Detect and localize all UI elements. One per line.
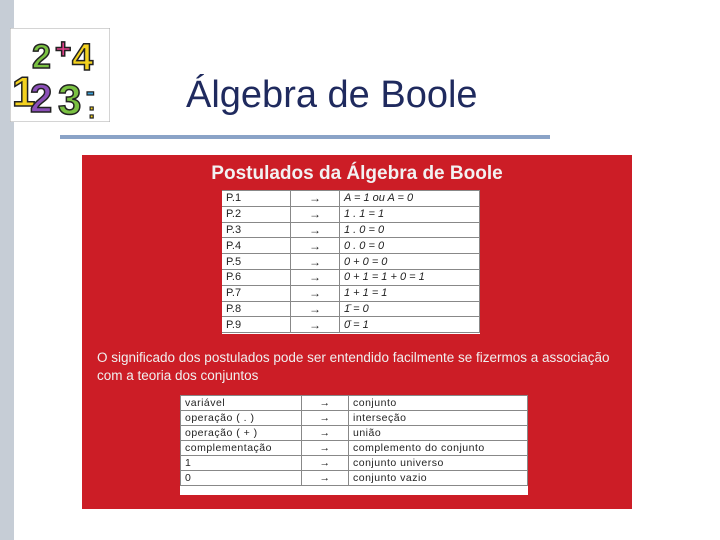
set-theory-table [180, 395, 528, 495]
table-row [222, 317, 480, 333]
table-cell-id: P.6 [222, 269, 291, 285]
right-arrow-icon: → [291, 191, 340, 207]
svg-text:-: - [86, 76, 95, 106]
table-cell-rule: 1 . 0 = 0 [340, 222, 480, 238]
table-cell-rule: A = 1 ou A = 0 [340, 191, 480, 207]
table-cell-term: complementação [181, 441, 302, 456]
table-cell-id: P.3 [222, 222, 291, 238]
svg-text:1: 1 [12, 68, 36, 115]
panel-subtitle: Postulados da Álgebra de Boole [211, 163, 503, 184]
table-cell-rule: 0 + 0 = 0 [340, 254, 480, 270]
table-cell-meaning: interseção [349, 411, 528, 426]
table-row [181, 426, 528, 441]
svg-text:2: 2 [30, 77, 53, 121]
table-cell-id: P.7 [222, 285, 291, 301]
table-row [181, 411, 528, 426]
right-arrow-icon: → [291, 317, 340, 333]
table-cell-rule: 0 . 0 = 0 [340, 238, 480, 254]
svg-text:4: 4 [72, 37, 94, 79]
svg-text:3: 3 [58, 76, 82, 122]
table-cell-meaning: conjunto vazio [349, 471, 528, 486]
table-row [181, 396, 528, 411]
table-cell-id: P.1 [222, 191, 291, 207]
table-row [222, 269, 480, 285]
right-arrow-icon: → [291, 254, 340, 270]
table-row [222, 285, 480, 301]
table-row [222, 222, 480, 238]
table-cell-rule: 0 + 1 = 1 + 0 = 1 [340, 269, 480, 285]
table-cell-id: P.9 [222, 317, 291, 333]
table-cell-rule: 1̄ = 0 [340, 301, 480, 317]
table-cell-rule: 1 . 1 = 1 [340, 206, 480, 222]
table-cell-rule: 0̄ = 1 [340, 317, 480, 333]
right-arrow-icon: → [302, 471, 349, 486]
table-row [222, 206, 480, 222]
table-cell-term: 1 [181, 456, 302, 471]
table-row [222, 238, 480, 254]
right-arrow-icon: → [302, 456, 349, 471]
right-arrow-icon: → [291, 222, 340, 238]
right-arrow-icon: → [291, 206, 340, 222]
table-cell-id: P.8 [222, 301, 291, 317]
table-cell-rule: 1 + 1 = 1 [340, 285, 480, 301]
table-cell-meaning: união [349, 426, 528, 441]
table-cell-id: P.2 [222, 206, 291, 222]
slide-title: Álgebra de Boole [186, 74, 478, 116]
explanation-paragraph: O significado dos postulados pode ser entendido facilmente se fizermos a associação com a teoria dos conjuntos [97, 350, 610, 383]
content-panel [82, 155, 632, 509]
right-arrow-icon: → [302, 396, 349, 411]
postulates-table [222, 190, 480, 334]
table-row [222, 254, 480, 270]
right-arrow-icon: → [302, 411, 349, 426]
table-row [222, 191, 480, 207]
table-cell-id: P.5 [222, 254, 291, 270]
title-underline [60, 135, 550, 139]
table-cell-term: operação ( + ) [181, 426, 302, 441]
right-arrow-icon: → [302, 426, 349, 441]
table-cell-meaning: complemento do conjunto [349, 441, 528, 456]
svg-text:+: + [55, 33, 72, 64]
right-arrow-icon: → [291, 238, 340, 254]
svg-text:2: 2 [32, 38, 51, 76]
numbers-logo-icon [10, 28, 110, 122]
svg-text::: : [88, 98, 96, 122]
table-cell-id: P.4 [222, 238, 291, 254]
table-cell-meaning: conjunto universo [349, 456, 528, 471]
table-cell-term: 0 [181, 471, 302, 486]
table-row [181, 456, 528, 471]
table-cell-meaning: conjunto [349, 396, 528, 411]
right-arrow-icon: → [291, 301, 340, 317]
table-cell-term: variável [181, 396, 302, 411]
right-arrow-icon: → [291, 285, 340, 301]
right-arrow-icon: → [291, 269, 340, 285]
right-arrow-icon: → [302, 441, 349, 456]
table-row [181, 471, 528, 486]
table-row [181, 441, 528, 456]
table-row [222, 301, 480, 317]
table-cell-term: operação ( . ) [181, 411, 302, 426]
